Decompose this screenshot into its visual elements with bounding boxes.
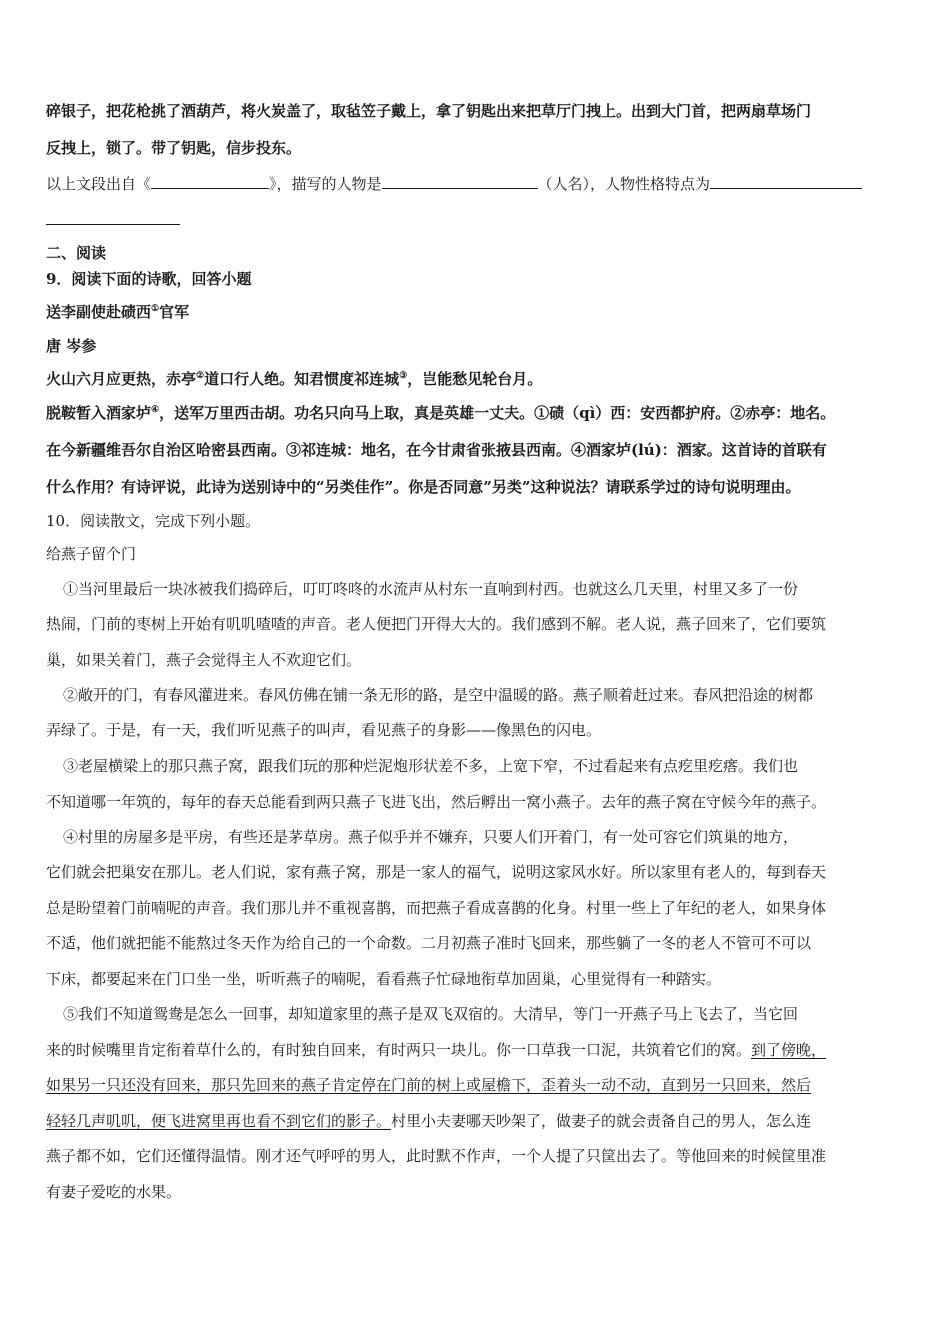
underlined-sentence-middle: 如果另一只还没有回来，那只先回来的燕子肯定停在门前的树上或屋檐下，歪着头一动不动，直到另一只回来，然后 xyxy=(46,1076,812,1094)
answer-blank-source[interactable] xyxy=(151,173,269,189)
poem-author: 唐 岑参 xyxy=(46,337,97,355)
poem-line-1-b: 道口行人绝。知君惯度祁连城 xyxy=(204,370,400,388)
answer-blank-name[interactable] xyxy=(382,173,538,189)
poem-line-1 xyxy=(46,369,542,389)
poem-title-end: 官军 xyxy=(159,303,190,321)
essay-line: 它们就会把巢安在那儿。老人们说，家有燕子窝，那是一家人的福气，说明这家风水好。所以家里有老人的，每到春天 xyxy=(46,863,827,881)
q9-instruction: 9．阅读下面的诗歌，回答小题 xyxy=(46,270,252,288)
essay-line xyxy=(46,1111,811,1131)
fill-in-text-3: （人名），人物性格特点为 xyxy=(537,175,711,193)
underlined-sentence-start: 到了傍晚， xyxy=(751,1041,827,1059)
essay-paragraph-3: ③老屋横梁上的那只燕子窝，跟我们玩的那种烂泥炮形状差不多，上宽下窄，不过看起来有点疙里疙瘩。我们也 xyxy=(63,757,799,775)
answer-blank-traits-continued[interactable] xyxy=(46,224,180,225)
essay-paragraph-2: ②敞开的门，有春风灌进来。春风仿佛在铺一条无形的路，是空中温暖的路。燕子顺着赶过来。春风把沿途的树都 xyxy=(63,686,814,704)
poem-title-text: 送李副使赴碛西 xyxy=(46,303,152,321)
prev-passage-line-1: 碎银子，把花枪挑了酒葫芦，将火炭盖了，取毡笠子戴上，拿了钥匙出来把草厅门拽上。出到大门首，把两扇草场门 xyxy=(46,102,812,120)
poem-title-footnote: ① xyxy=(151,304,160,314)
footnote-marker-2: ② xyxy=(196,371,205,381)
essay-line: 下床，都要起来在门口坐一坐，听听燕子的喃呢，看看燕子忙碌地衔草加固巢，心里觉得有一种踏实。 xyxy=(46,970,722,988)
poem-title xyxy=(46,302,189,322)
poem-line-1-c: ，岂能愁见轮台月。 xyxy=(407,370,543,388)
essay-title: 给燕子留个门 xyxy=(46,545,137,563)
essay-line: 燕子都不如，它们还懂得温情。刚才还气呼呼的男人，此时默不作声，一个人提了只筐出去了。等他回来的时候筐里准 xyxy=(46,1147,827,1165)
poem-line-1-a: 火山六月应更热，赤亭 xyxy=(46,370,197,388)
essay-text: 村里小夫妻哪天吵架了，做妻子的就会责备自己的男人，怎么连 xyxy=(391,1112,812,1130)
poem-line-2 xyxy=(46,403,835,423)
footnote-marker-3: ③ xyxy=(399,371,408,381)
essay-line: 巢，如果关着门，燕子会觉得主人不欢迎它们。 xyxy=(46,651,362,669)
section-heading: 二、阅读 xyxy=(46,244,107,262)
essay-line: 有妻子爱吃的水果。 xyxy=(46,1183,182,1201)
poem-line-2-b: ，送军万里西击胡。功名只向马上取，真是英雄一丈夫。①碛（qì）西：安西都护府。②赤亭：地名。 xyxy=(159,404,836,422)
essay-line: 不知道哪一年筑的，每年的春天总能看到两只燕子飞进飞出，然后孵出一窝小燕子。去年的燕子窝在守候今年的燕子。 xyxy=(46,793,827,811)
essay-line: 热闹，门前的枣树上开始有叽叽喳喳的声音。老人便把门开得大大的。我们感到不解。老人说，燕子回来了，它们要筑 xyxy=(46,615,827,633)
underlined-sentence-end: 轻轻几声叽叽，便飞进窝里再也看不到它们的影子。 xyxy=(46,1112,392,1130)
essay-text: 来的时候嘴里肯定衔着草什么的，有时独自回来，有时两只一块儿。你一口草我一口泥，共筑着它们的窝。 xyxy=(46,1041,752,1059)
poem-line-2-a: 脱鞍暂入酒家垆 xyxy=(46,404,152,422)
footnote-marker-4: ④ xyxy=(151,405,160,415)
essay-line: 弄绿了。于是，有一天，我们听见燕子的叫声，看见燕子的身影——像黑色的闪电。 xyxy=(46,721,602,739)
fill-in-question xyxy=(46,173,862,194)
answer-blank-traits[interactable] xyxy=(710,173,862,189)
fill-in-text-1: 以上文段出自《 xyxy=(46,175,152,193)
essay-paragraph-1: ①当河里最后一块冰被我们捣碎后，叮叮咚咚的水流声从村东一直响到村西。也就这么几天里，村里又多了一份 xyxy=(63,580,799,598)
essay-paragraph-5: ⑤我们不知道鸳鸯是怎么一回事，却知道家里的燕子是双飞双宿的。大清早，等门一开燕子马上飞去了，当它回 xyxy=(63,1005,799,1023)
fill-in-text-2: 》，描写的人物是 xyxy=(269,175,382,193)
prev-passage-line-2: 反拽上，锁了。带了钥匙，信步投东。 xyxy=(46,139,302,157)
q9-notes-line: 在今新疆维吾尔自治区哈密县西南。③祁连城：地名，在今甘肃省张掖县西南。④酒家垆(lú)：酒家。这首诗的首联有 xyxy=(46,441,827,459)
essay-paragraph-4: ④村里的房屋多是平房，有些还是茅草房。燕子似乎并不嫌弃，只要人们开着门，有一处可容它们筑巢的地方， xyxy=(63,828,799,846)
q10-instruction: 10．阅读散文，完成下列小题。 xyxy=(46,512,261,530)
essay-line: 不适，他们就把能不能熬过冬天作为给自己的一个命数。二月初燕子准时飞回来，那些躺了一冬的老人不管可不可以 xyxy=(46,934,812,952)
q9-question-line: 什么作用？有诗评说，此诗为送别诗中的“另类佳作”。你是否同意”另类”这种说法？请联系学过的诗句说明理由。 xyxy=(46,478,801,496)
essay-line xyxy=(46,1040,826,1060)
essay-line: 总是盼望着门前喃呢的声音。我们那儿并不重视喜鹊，而把燕子看成喜鹊的化身。村里一些上了年纪的老人，如果身体 xyxy=(46,899,827,917)
